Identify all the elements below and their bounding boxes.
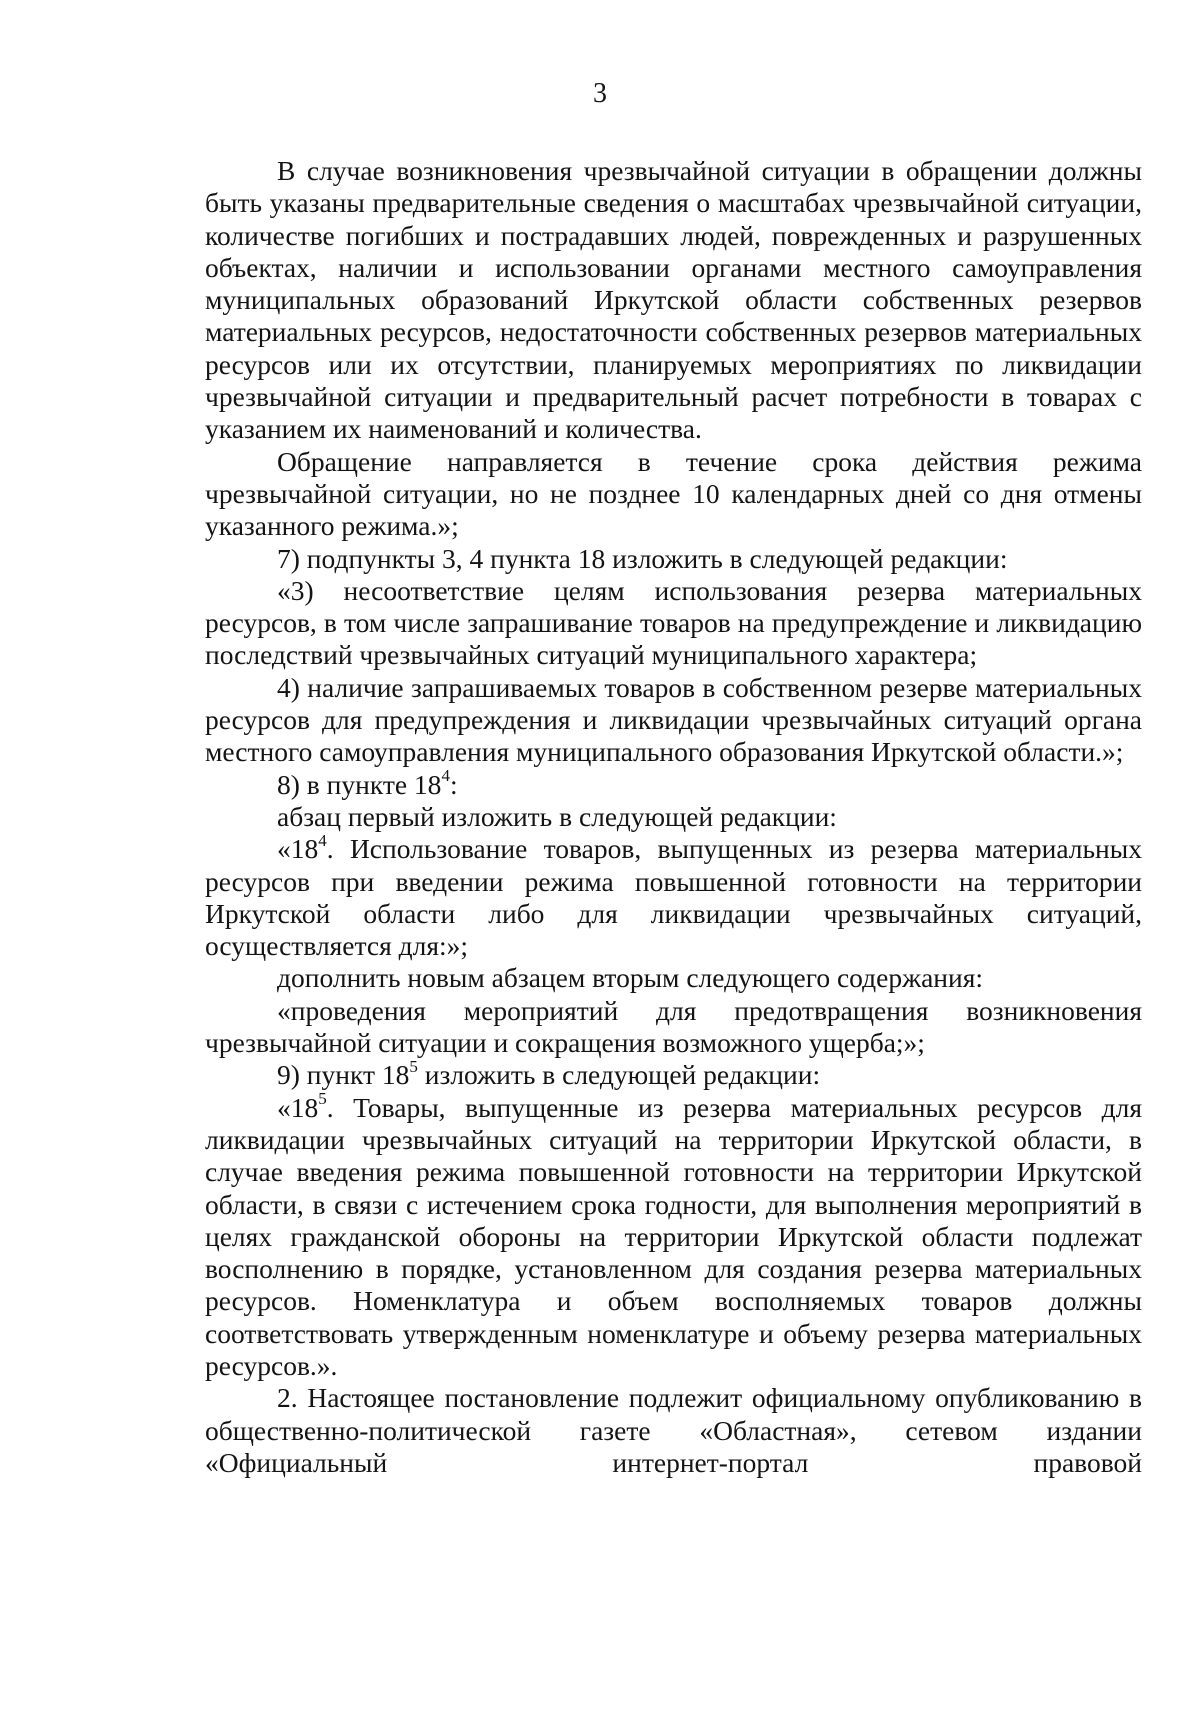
paragraph-item-7: 7) подпункты 3, 4 пункта 18 изложить в следующей редакции: (277, 542, 1008, 574)
paragraph-emergency-info: В случае возникновения чрезвычайной ситуации в обращении должны быть указаны предварительные сведения о масштабах чрезвычайной ситуации, количестве погибших и пострадавших людей, поврежденных и разрушенных объектах, наличии и использовании органами местного самоуправления муниципальных образований Иркутской области собственных резервов материальных ресурсов, недостаточности собственных резервов материальных ресурсов или их отсутствии, планируемых мероприятиях по ликвидации чрезвычайной ситуации и предварительный расчет потребности в товарах с указанием их наименований и количества. (205, 155, 1142, 445)
paragraph-publication: 2. Настоящее постановление подлежит официальному опубликованию в общественно-политической газете «Областная», сетевом издании «Официальный интернет-портал правовой (205, 1382, 1142, 1478)
paragraph-appeal-deadline: Обращение направляется в течение срока действия режима чрезвычайной ситуации, но не позднее 10 календарных дней со дня отмены указанного режима.»; (205, 445, 1142, 542)
paragraph-add-abzac: дополнить новым абзацем вторым следующего содержания: (277, 962, 984, 994)
document-body (205, 155, 1142, 1479)
paragraph-subitem-4: 4) наличие запрашиваемых товаров в собственном резерве материальных ресурсов для предупреждения и ликвидации чрезвычайных ситуаций органа местного самоуправления муниципального образования Иркутской области.»; (205, 671, 1142, 768)
paragraph-text: 9) пункт 18 (277, 1059, 410, 1091)
paragraph-text: изложить в следующей редакции: (417, 1059, 821, 1091)
paragraph-subitem-3: «3) несоответствие целям использования резерва материальных ресурсов, в том числе запрашивание товаров на предупреждение и ликвидацию последствий чрезвычайных ситуаций муниципального характера; (205, 574, 1142, 671)
paragraph-text: : (449, 768, 458, 800)
superscript: 4 (441, 766, 450, 786)
paragraph-text: . Товары, выпущенные из резерва материальных ресурсов для ликвидации чрезвычайных ситуаций на территории Иркутской области, в случае введения режима повышенной готовности на территории Иркутской области, в связи с истечением срока годности, для выполнения мероприятий в целях гражданской обороны на территории Иркутской области подлежат восполнению в порядке, установленном для создания резерва материальных ресурсов. Номенклатура и объем восполняемых товаров должны соответствовать утвержденным номенклатуре и объему резерва материальных ресурсов.». (205, 1091, 1142, 1381)
paragraph-text: «18 (277, 1091, 319, 1123)
superscript: 5 (409, 1057, 418, 1077)
paragraph-first-abzac: абзац первый изложить в следующей редакции: (277, 800, 837, 832)
paragraph-18-5 (205, 1089, 1142, 1383)
superscript: 4 (318, 831, 327, 851)
paragraph-text: 8) в пункте 18 (277, 768, 442, 800)
page-number: 3 (593, 78, 607, 109)
paragraph-18-4 (205, 833, 1142, 962)
paragraph-item-8 (205, 766, 1142, 801)
paragraph-text: «18 (277, 833, 319, 865)
superscript: 5 (318, 1089, 327, 1109)
paragraph-text: . Использование товаров, выпущенных из резерва материальных ресурсов при введении режима повышенной готовности на территории Иркутской области либо для ликвидации чрезвычайных ситуаций, осуществляется для:»; (205, 833, 1142, 962)
paragraph-item-9 (205, 1059, 1142, 1091)
paragraph-prevention: «проведения мероприятий для предотвращения возникновения чрезвычайной ситуации и сокращения возможного ущерба;»; (205, 994, 1142, 1059)
